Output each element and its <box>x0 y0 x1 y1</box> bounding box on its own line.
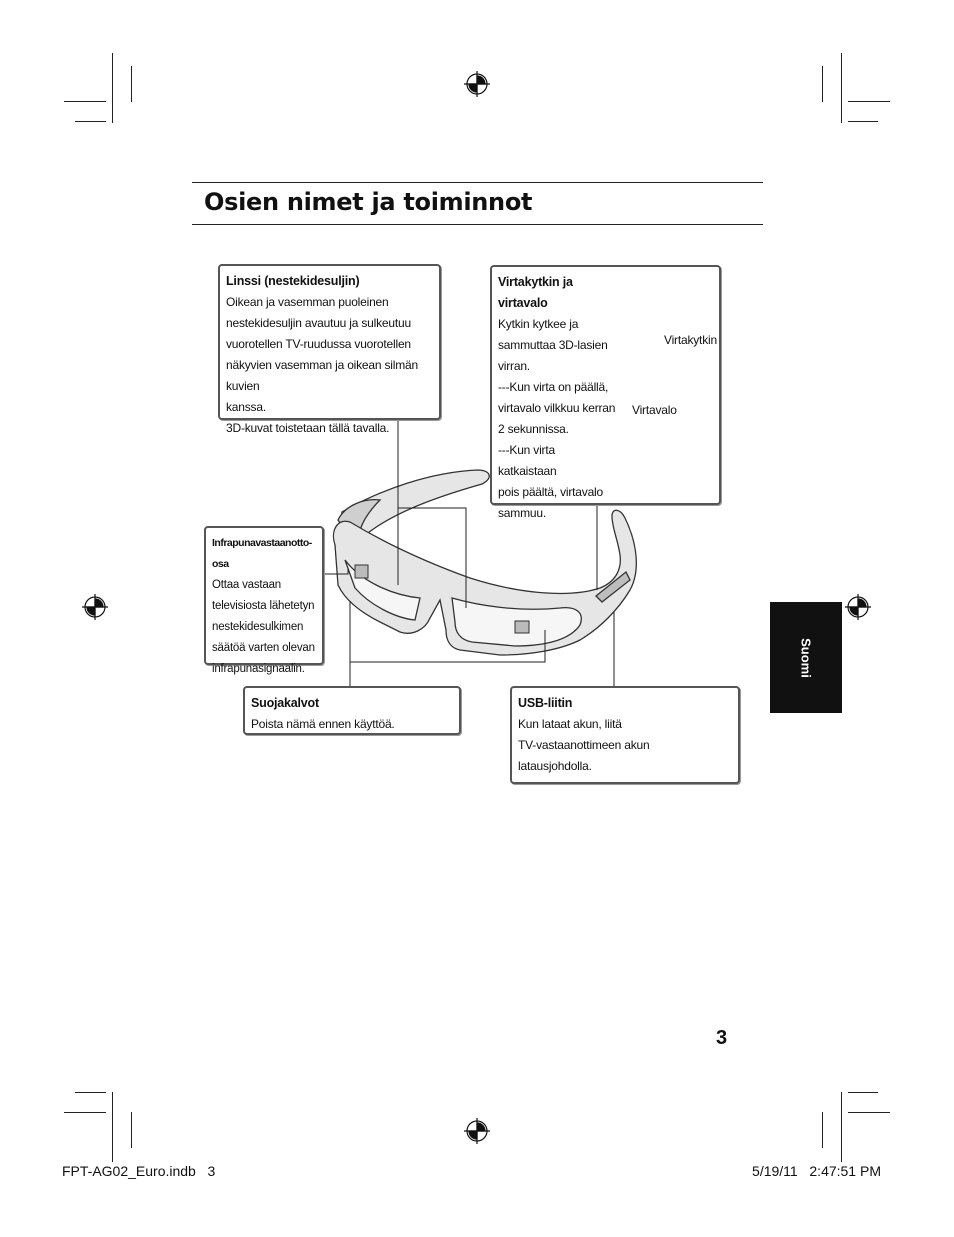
callout-protective-text: Poista nämä ennen käyttöä. <box>251 717 395 731</box>
callout-protective-heading: Suojakalvot <box>251 696 319 710</box>
callout-power-heading: Virtakytkin ja virtavalo <box>498 275 573 310</box>
callout-protective-films <box>243 686 461 735</box>
ir-receiver-icon <box>355 565 368 578</box>
page-number: 3 <box>716 1027 728 1049</box>
footer-right: 5/19/11 2:47:51 PM <box>752 1163 881 1179</box>
language-side-tab <box>770 602 842 713</box>
callout-usb <box>510 686 740 784</box>
side-tab-label: Suomi <box>798 637 814 678</box>
callout-usb-text: Kun lataat akun, liitä TV-vastaanottimeen akun latausjohdolla. <box>518 717 650 773</box>
callout-usb-heading: USB-liitin <box>518 696 573 710</box>
footer-left: FPT-AG02_Euro.indb 3 <box>62 1163 216 1179</box>
callout-lens-text: Oikean ja vasemman puoleinen nestekidesuljin avautuu ja sulkeutuu vuorotellen TV-ruudussa vuorotellen näkyvien vasemman ja oikean silmän kuvien kanssa. 3D-kuvat toistetaan tällä tavalla. <box>226 295 418 435</box>
callout-infrared <box>204 526 324 675</box>
callout-infrared-heading: Infrapunavastaanotto-osa <box>212 537 312 570</box>
label-power-light: Virtavalo <box>632 403 677 417</box>
callout-lens-heading: Linssi (nestekidesuljin) <box>226 274 360 288</box>
callout-power <box>490 265 721 520</box>
callout-lens <box>218 264 441 435</box>
page-title: Osien nimet ja toiminnot <box>204 188 533 216</box>
label-power-switch: Virtakytkin <box>664 333 717 347</box>
callout-infrared-text: Ottaa vastaan televisiosta lähetetyn nestekidesulkimen säätöä varten olevan infrapunasignaalin. <box>212 579 315 675</box>
usb-marker-icon <box>515 621 529 633</box>
callout-power-text: Kytkin kytkee ja sammuttaa 3D-lasien virran. ---Kun virta on päällä, virtavalo vilkkuu kerran 2 sekunnissa. ---Kun virta katkaistaan pois päältä, virtavalo sammuu. <box>498 317 616 520</box>
